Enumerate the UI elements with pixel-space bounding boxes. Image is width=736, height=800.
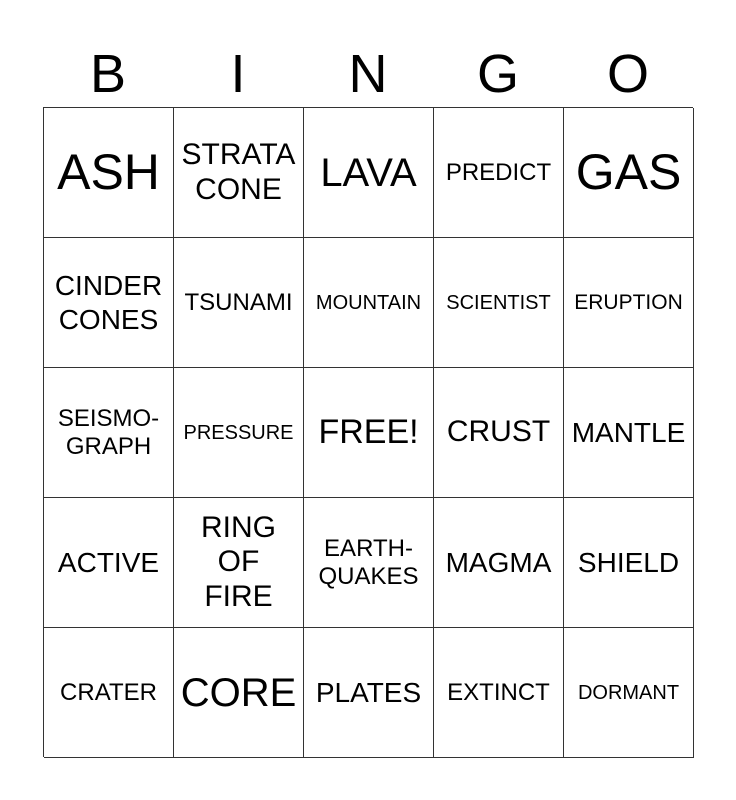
cell-label: ASH [57,144,160,201]
bingo-cell[interactable] [304,238,434,368]
bingo-cell[interactable] [564,238,694,368]
header-letter-o: O [606,44,649,104]
bingo-cell[interactable] [564,368,694,498]
cell-label: TSUNAMI [184,288,293,316]
bingo-cell[interactable] [434,368,564,498]
header-letter-g: G [476,44,519,104]
bingo-cell[interactable] [44,498,174,628]
bingo-cell[interactable] [174,368,304,498]
cell-label: MOUNTAIN [315,291,422,314]
bingo-cell[interactable] [44,628,174,758]
header-letter-b: B [89,44,127,104]
bingo-card-grid [43,107,693,757]
cell-label: MAGMA [445,546,552,578]
cell-label: ERUPTION [574,290,683,314]
cell-label: SEISMO- GRAPH [57,404,160,460]
bingo-cell[interactable] [304,628,434,758]
cell-label: LAVA [320,150,417,195]
cell-label: EARTH- QUAKES [318,534,419,590]
bingo-cell[interactable] [564,108,694,238]
bingo-cell[interactable] [174,628,304,758]
cell-label: PREDICT [445,158,552,186]
bingo-cell[interactable] [174,238,304,368]
bingo-cell[interactable] [434,238,564,368]
header-letter-i: I [230,44,246,104]
cell-label: PLATES [315,676,422,708]
cell-label: CORE [180,670,297,715]
bingo-cell[interactable] [44,238,174,368]
free-space-cell[interactable] [304,368,434,498]
cell-label: SCIENTIST [446,291,551,314]
cell-label: STRATA CONE [181,138,296,206]
bingo-cell[interactable] [44,108,174,238]
cell-label: ACTIVE [57,546,160,578]
bingo-cell[interactable] [174,498,304,628]
cell-label: PRESSURE [183,421,294,444]
bingo-cell[interactable] [44,368,174,498]
bingo-cell[interactable] [304,498,434,628]
free-space-label: FREE! [318,412,419,451]
cell-label: DORMANT [577,681,680,704]
bingo-cell[interactable] [304,108,434,238]
cell-label: CINDER CONES [54,269,163,335]
bingo-cell[interactable] [174,108,304,238]
bingo-cell[interactable] [434,498,564,628]
bingo-cell[interactable] [434,108,564,238]
cell-label: EXTINCT [447,678,550,706]
cell-label: CRATER [60,678,157,706]
cell-label: SHIELD [577,546,680,578]
bingo-cell[interactable] [564,498,694,628]
header-letter-n: N [348,44,388,104]
bingo-cell[interactable] [434,628,564,758]
bingo-cell[interactable] [564,628,694,758]
cell-label: RING OF FIRE [201,510,276,613]
bingo-header [43,40,693,108]
cell-label: GAS [575,144,682,201]
cell-label: CRUST [446,415,551,449]
cell-label: MANTLE [571,416,686,448]
